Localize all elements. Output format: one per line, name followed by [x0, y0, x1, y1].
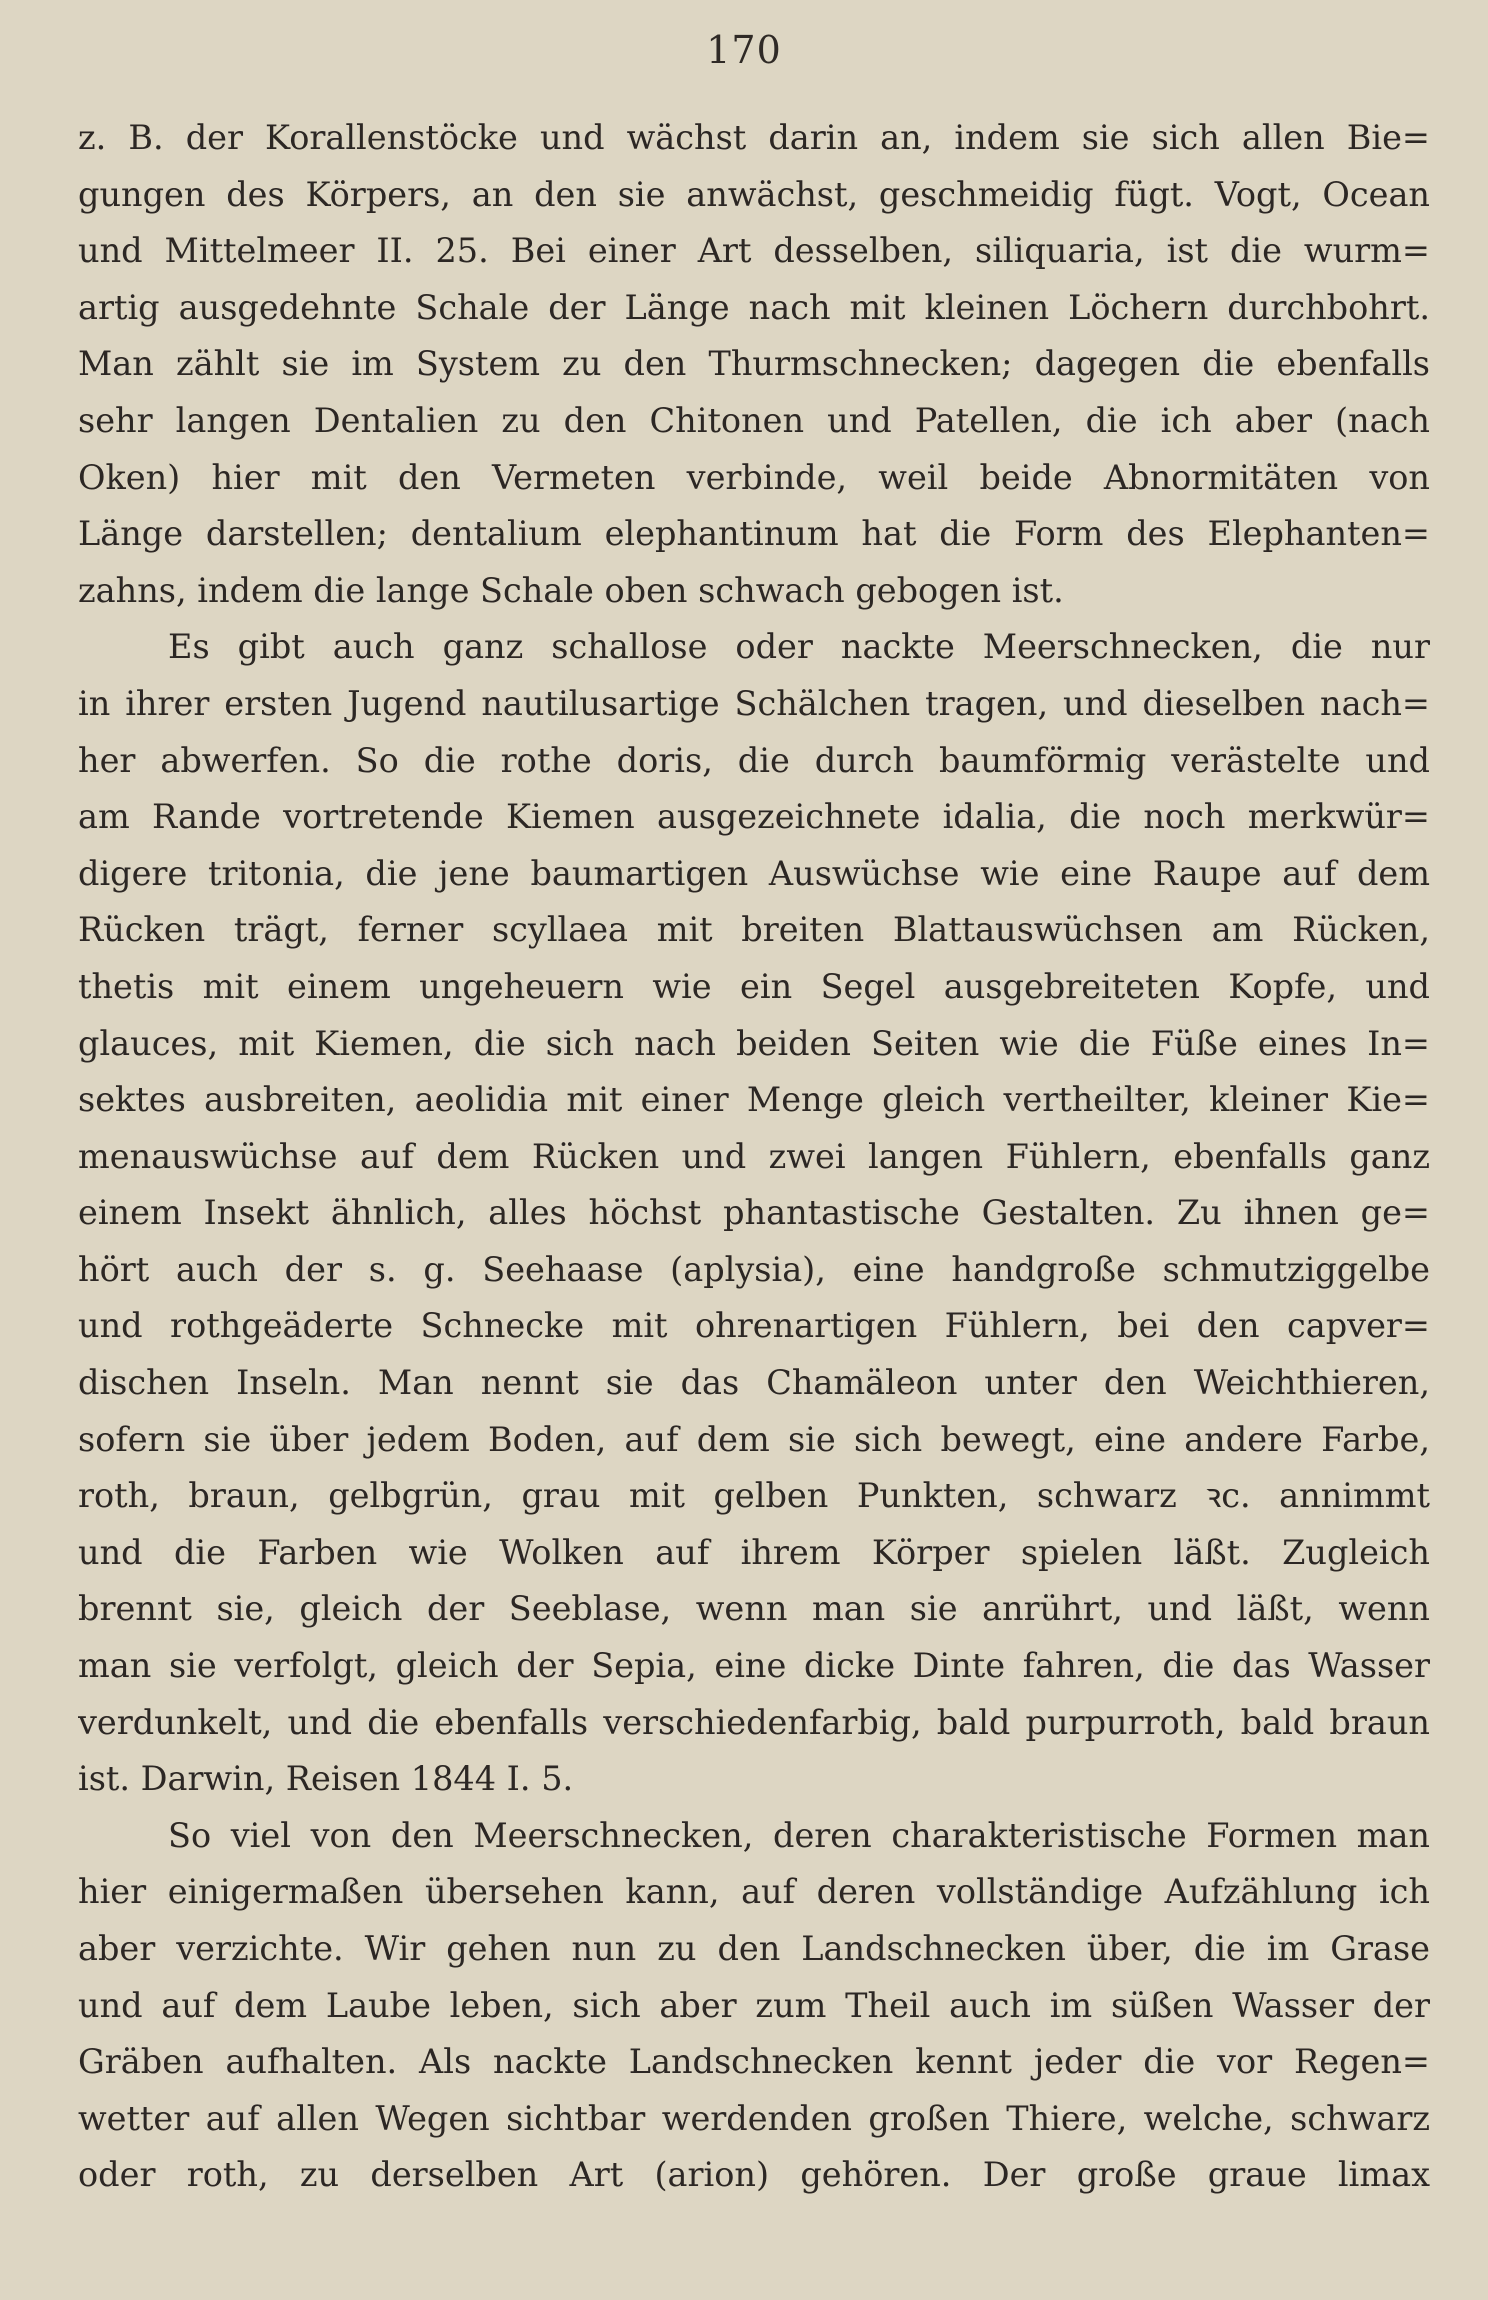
text-line: Man zählt sie im System zu den Thurmschnecken; dagegen die ebenfalls — [78, 344, 1430, 384]
text-line: artig ausgedehnte Schale der Länge nach mit kleinen Löchern durchbohrt. — [78, 287, 1430, 327]
text-line: und die Farben wie Wolken auf ihrem Körper spielen läßt. Zugleich — [78, 1532, 1430, 1572]
text-line: brennt sie, gleich der Seeblase, wenn man sie anrührt, und läßt, wenn — [78, 1589, 1430, 1629]
text-line: roth, braun, gelbgrün, grau mit gelben Punkten, schwarz ꝛc. annimmt — [78, 1476, 1430, 1516]
text-line: thetis mit einem ungeheuern wie ein Segel ausgebreiteten Kopfe, und — [78, 966, 1430, 1006]
text-line: dischen Inseln. Man nennt sie das Chamäleon unter den Weichthieren, — [78, 1363, 1430, 1403]
page-number: 170 — [706, 28, 782, 72]
text-line: und Mittelmeer II. 25. Bei einer Art desselben, siliquaria, ist die wurm= — [78, 231, 1430, 271]
text-line: So viel von den Meerschnecken, deren charakteristische Formen man — [168, 1815, 1430, 1855]
text-line: und auf dem Laube leben, sich aber zum Theil auch im süßen Wasser der — [78, 1985, 1430, 2025]
text-line: digere tritonia, die jene baumartigen Auswüchse wie eine Raupe auf dem — [78, 853, 1430, 893]
text-line: zahns, indem die lange Schale oben schwach gebogen ist. — [78, 570, 1064, 610]
page-body — [78, 110, 1430, 2204]
text-line: her abwerfen. So die rothe doris, die durch baumförmig verästelte und — [78, 740, 1430, 780]
text-line: in ihrer ersten Jugend nautilusartige Schälchen tragen, und dieselben nach= — [78, 683, 1430, 723]
text-line: hier einigermaßen übersehen kann, auf deren vollständige Aufzählung ich — [78, 1872, 1430, 1912]
text-line: sektes ausbreiten, aeolidia mit einer Menge gleich vertheilter, kleiner Kie= — [78, 1080, 1430, 1120]
text-line: einem Insekt ähnlich, alles höchst phantastische Gestalten. Zu ihnen ge= — [78, 1193, 1430, 1233]
text-line: Rücken trägt, ferner scyllaea mit breiten Blattauswüchsen am Rücken, — [78, 910, 1430, 950]
paragraph-2 — [78, 619, 1430, 1807]
text-line: und rothgeäderte Schnecke mit ohrenartigen Fühlern, bei den capver= — [78, 1306, 1430, 1346]
text-line: oder roth, zu derselben Art (arion) gehören. Der große graue limax — [78, 2155, 1430, 2195]
text-line: ist. Darwin, Reisen 1844 I. 5. — [78, 1759, 574, 1799]
text-line: wetter auf allen Wegen sichtbar werdenden großen Thiere, welche, schwarz — [78, 2098, 1430, 2138]
text-line: Gräben aufhalten. Als nackte Landschnecken kennt jeder die vor Regen= — [78, 2042, 1430, 2082]
text-line: sofern sie über jedem Boden, auf dem sie sich bewegt, eine andere Farbe, — [78, 1419, 1430, 1459]
paragraph-1 — [78, 110, 1430, 619]
text-line: man sie verfolgt, gleich der Sepia, eine dicke Dinte fahren, die das Wasser — [78, 1646, 1430, 1686]
text-line: Länge darstellen; dentalium elephantinum hat die Form des Elephanten= — [78, 514, 1430, 554]
text-line: am Rande vortretende Kiemen ausgezeichnete idalia, die noch merkwür= — [78, 797, 1430, 837]
text-line: glauces, mit Kiemen, die sich nach beiden Seiten wie die Füße eines In= — [78, 1023, 1430, 1063]
text-line: hört auch der s. g. Seehaase (aplysia), eine handgroße schmutziggelbe — [78, 1249, 1430, 1289]
text-line: sehr langen Dentalien zu den Chitonen und Patellen, die ich aber (nach — [78, 400, 1430, 440]
text-line: gungen des Körpers, an den sie anwächst, geschmeidig fügt. Vogt, Ocean — [78, 174, 1430, 214]
text-line: verdunkelt, und die ebenfalls verschiedenfarbig, bald purpurroth, bald braun — [78, 1702, 1430, 1742]
text-line: aber verzichte. Wir gehen nun zu den Landschnecken über, die im Grase — [78, 1929, 1430, 1968]
text-line: Es gibt auch ganz schallose oder nackte Meerschnecken, die nur — [168, 627, 1430, 667]
text-line: menauswüchse auf dem Rücken und zwei langen Fühlern, ebenfalls ganz — [78, 1136, 1430, 1176]
paragraph-3 — [78, 1808, 1430, 2204]
text-line: z. B. der Korallenstöcke und wächst darin an, indem sie sich allen Bie= — [78, 118, 1430, 157]
text-line: Oken) hier mit den Vermeten verbinde, weil beide Abnormitäten von — [78, 457, 1430, 497]
